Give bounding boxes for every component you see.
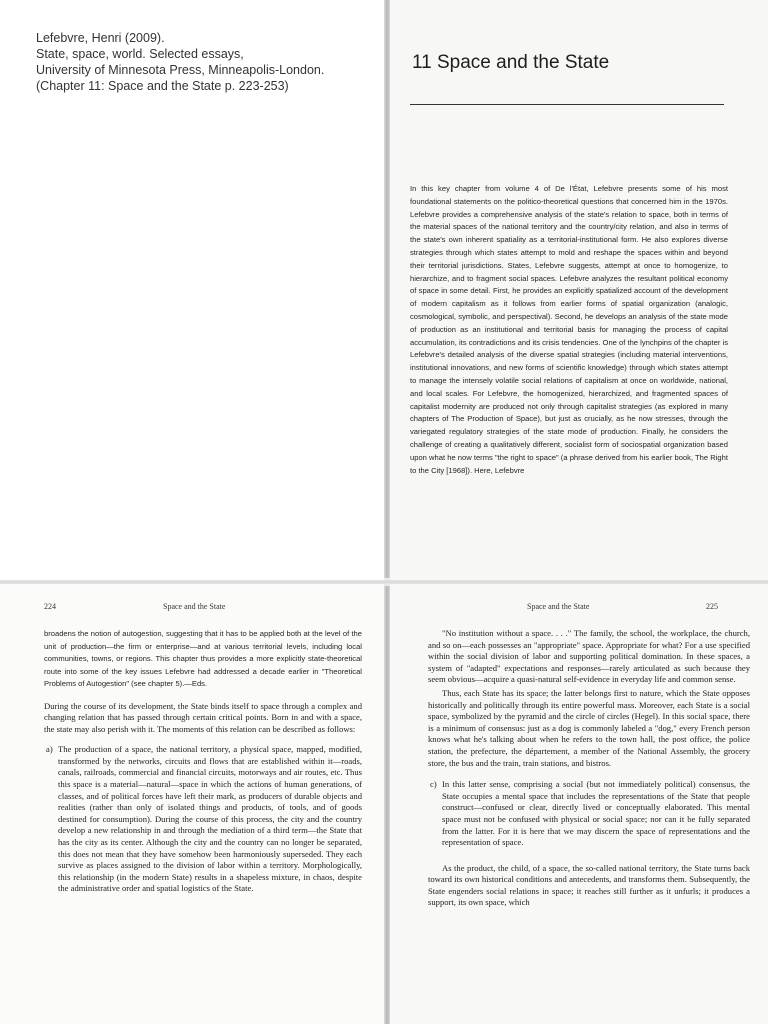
list-marker: c) (430, 779, 437, 790)
intro-continuation: broadens the notion of autogestion, suggesting that it has to be applied both at the level of the unit of production—the firm or enterprise—and at various territorial levels, including local communities, towns, or regions. This chapter thus provides a more explicitly state-theoretical route into some of the key issues Lefebvre had addressed a decade earlier in "Theoretical Problems of Autogestion" (see chapter 5).—Eds. (44, 629, 362, 688)
paragraph: During the course of its development, the State binds itself to space through a complex and changing relation that has passed through certain critical points. Born in and with a space, the state may also perish with it. The moments of this relation can be described as follows: (44, 700, 362, 734)
citation-line: (Chapter 11: Space and the State p. 223-253) (36, 79, 289, 93)
page-225 (390, 584, 768, 1024)
citation-line: State, space, world. Selected essays, (36, 47, 244, 61)
page-224 (0, 584, 384, 1024)
chapter-opening-page (390, 0, 768, 580)
citation-panel (0, 0, 384, 580)
page-224-text (44, 628, 362, 895)
chapter-intro: In this key chapter from volume 4 of De l'État, Lefebvre presents some of his most foundational statements on the politico-theoretical questions that concerned him in the 1970s. Lefebvre provides a comprehensive analysis of the state's relation to space, both in terms of the material spaces of the national territory and the country/city relation, and also in terms of the state's own inherent spatiality as a territorial-institutional form. He also explores diverse strategies through which states attempt to mold and reshape the spaces within and beyond their territorial jurisdictions. States, Lefebvre suggests, attempt at once to homogenize, to hierarchize, and to fragment social spaces. Lefebvre analyzes the resultant political economy of space in some detail. First, he provides an explicitly spatialized account of the development of modern capitalism as it follows from earlier forms of spatial organization (analogic, cosmological, symbolic, and perspectival). Second, he develops an analysis of the state mode of production as an institutional and territorial basis for managing the process of capital accumulation, its contradictions and its crisis tendencies. One of the lynchpins of the chapter is Lefebvre's detailed analysis of the diverse spatial strategies (including material interventions, institutional innovations, and new forms of scientific knowledge) through which states attempt to manage the intensely volatile social relations of capitalism at once on worldwide, national, and local scales. For Lefebvre, the homogenized, hierarchized, and fragmented spaces of capitalist modernity are produced not only through capitalist strategies (as explored in many chapters of The Production of Space), but just as crucially, as he now stresses, through the variegated regulatory strategies of the state mode of production. Finally, he considers the challenge of creating a qualitatively different, socialist form of sociospatial organization based upon what he now terms "the right to space" (a phrase derived from his earlier book, The Right to the City [1968]). Here, Lefebvre (410, 184, 728, 475)
page-225-text (428, 628, 750, 918)
running-head: Space and the State (163, 602, 226, 611)
list-item-c (428, 779, 750, 849)
list-marker: a) (46, 744, 53, 755)
page-number: 224 (44, 602, 56, 611)
page-number: 225 (706, 602, 718, 611)
citation-line: University of Minnesota Press, Minneapolis-London. (36, 63, 325, 77)
list-item-text: In this latter sense, comprising a social (but not immediately political) consensus, the State occupies a mental space that includes the representations of the State that people construct—confused or clear, directly lived or conceptually elaborated. This mental space must not be confused with physical or social space; nor can it be fully separated from the latter. For it is here that we may discern the space of representations and the representation of space. (442, 779, 750, 848)
paragraph: Thus, each State has its space; the latter belongs first to nature, which the State opposes historically and politically through its entire powerful mass. Moreover, each State is a social space, symbolized by the pyramid and the circle of circles (Hegel). In this social space, there is a minimum of consensus: just as a dog is commonly labeled a "dog," every French person knows what he's talking about when he refers to the town hall, the post office, the police station, the prefecture, the département, a member of the National Assembly, the grocery store, the bus and the train, train stations, and bistros. (428, 687, 750, 768)
list-item-text: The production of a space, the national territory, a physical space, mapped, modified, transformed by the networks, circuits and flows that are established within it—roads, canals, railroads, commercial and financial circuits, motorways and air routes, etc. Thus this space is a material—natural—space in which the actions of human generations, of classes, and of political forces have left their mark, as producers of durable objects and realities (rather than only of isolated things and products, of tools, and of goods destined for consumption). During the course of this process, the city and the country develop a new relationship in and through the mediation of a third term—the State that has the city as its center. Although the city and the country can no longer be separated, this does not mean that they have somehow been harmoniously superseded. They each survive as places assigned to the division of labor within a territory. Morphologically, this relationship (in the modern State) results in a shapeless mixture, in chaos, despite the administrative order and spatial logistics of the State. (58, 744, 362, 894)
citation-block (36, 30, 324, 94)
citation-line: Lefebvre, Henri (2009). (36, 31, 165, 45)
running-head: Space and the State (527, 602, 590, 611)
title-rule (410, 104, 724, 105)
paragraph: As the product, the child, of a space, the so-called national territory, the State turns back toward its own historical conditions and antecedents, and transforms them. Subsequently, the State engenders social relations in space; it reaches still further as it unfurls; it produces a support, its own space, which (428, 862, 750, 908)
list-item-a (44, 744, 362, 895)
paragraph: "No institution without a space. . . ." The family, the school, the workplace, the church, and so on—each possesses an "appropriate" space. Appropriate for what? For a use specified within the social division of labor and supporting political domination. In these spaces, a system of "adapted" expectations and responses—rarely articulated as such because they seem obvious—acquire a quasi-natural self-evidence in everyday life and common sense. (428, 628, 750, 685)
chapter-title: 11 Space and the State (412, 52, 610, 73)
